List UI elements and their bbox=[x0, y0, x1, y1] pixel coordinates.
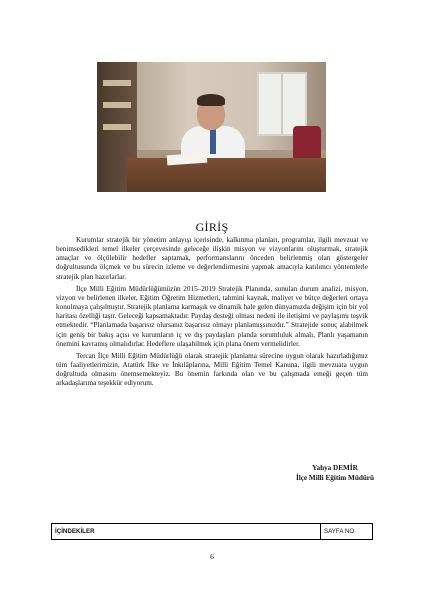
signature-block bbox=[296, 463, 374, 483]
signature-role: İlçe Milli Eğitim Müdürü bbox=[295, 474, 374, 482]
intro-text bbox=[56, 236, 368, 389]
page-number: 6 bbox=[210, 552, 214, 561]
paragraph: İlçe Milli Eğitim Müdürlüğümüzün 2015–2019 Stratejik Planında, sunulan durum analizi, misyon, vizyon ve belirlenen ilkeler, Eğitim Öğretim Hizmetleri, tahmini kaynak, maliyet ve bütçe değerleri ortaya konulmaya çalışılmıştır. Stratejik planlama karmaşık ve dinamik hale gelen dünyamızda değişim için bir yol haritası özelliği taşır. Geleceği kapsamaktadır. Paydaş desteği olması nedeni ile iletişimi ve paylaşımı teşvik etmektedir. “Planlamada başarısız olursanız başarısız olmayı planlamışsınızdır.” Stratejide sonuç alabilmek için geniş bir bakış açısı ve kurumların iç ve dış paydaşları planda sorumluluk almalı, Planlı yaşamanın önemini kavramış olmalıdırlar. Hedeflere ulaşabilmek için plana önem vermelidirler. bbox=[56, 284, 368, 348]
photo-person-hair bbox=[197, 94, 225, 106]
director-photo bbox=[97, 62, 326, 192]
toc-page-header: SAYFA NO bbox=[324, 528, 355, 535]
toc-contents-header: İÇİNDEKİLER bbox=[55, 528, 95, 535]
toc-divider bbox=[320, 524, 321, 539]
photo-person-tie bbox=[210, 128, 216, 154]
paragraph: Tercan İlçe Milli Eğitim Müdürlüğü olarak stratejik planlama sürecine uygun olarak hazırladığımız tüm faaliyetlerimizin, Atatürk İlke ve İnkılâplarına, Milli Eğitim Temel Kanuna, ilgili mevzuata uygun doğrultuda olmasını önemsemekteyiz. Bu önemin farkında olan ve bu çalışmada emeği geçen tüm arkadaşlarıma teşekkür ediyorum. bbox=[56, 351, 368, 388]
signature-name: Yahya DEMİR bbox=[312, 464, 358, 472]
page-title: GİRİŞ bbox=[195, 220, 229, 234]
toc-header-table bbox=[51, 523, 373, 540]
photo-desk bbox=[127, 158, 326, 192]
paragraph: Kurumlar stratejik bir yönetim anlayışı içerisinde, kalkınma planları, programlar, ilgili mevzuat ve benimsedikleri temel ilkeler çerçevesinde geleceğe ilişkin misyon ve vizyonlarını oluşturmak, stratejik amaçlar ve ölçülebilir hedefler saptamak, performanslarını önceden belirlenmiş olan göstergeler doğrultusunda ölçmek ve bu sürecin izleme ve değerlendirmesini yapmak amacıyla katılımcı yöntemlerle stratejik plan hazırlarlar. bbox=[56, 236, 368, 281]
